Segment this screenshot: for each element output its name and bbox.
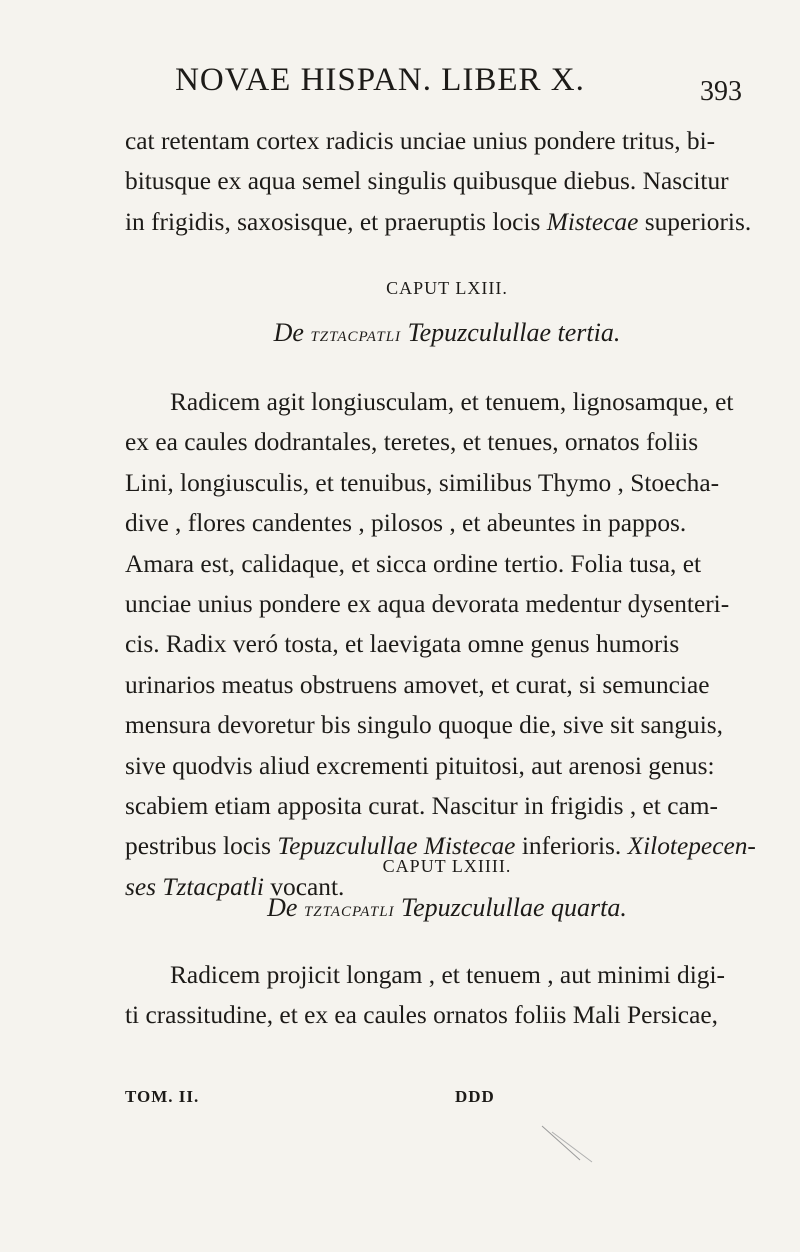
text-line: urinarios meatus obstruens amovet, et curat, si semunciae [125, 670, 710, 699]
page-footer [125, 1087, 625, 1117]
text-fragment: pestribus locis [125, 832, 278, 861]
paragraph-continued [125, 121, 769, 242]
paragraph-body [125, 955, 769, 1036]
running-title: NOVAE HISPAN. LIBER X. [175, 62, 585, 98]
text-fragment: superioris. [638, 207, 752, 236]
plant-name: tztacpatli [303, 897, 395, 921]
text-fragment: in frigidis, saxosisque, et praeruptis locis [125, 207, 547, 236]
running-head [0, 58, 800, 108]
text-line: cis. Radix veró tosta, et laevigata omne genus humoris [125, 630, 680, 659]
text-line: Lini, longiusculis, et tenuibus, similibus Thymo , Stoecha- [125, 468, 720, 497]
text-line: ti crassitudine, et ex ea caules ornatos foliis Mali Persicae, [125, 1001, 718, 1030]
heading-suffix: Tepuzculullae quarta. [394, 893, 627, 922]
text-line: Radicem agit longiusculam, et tenuem, lignosamque, et [170, 388, 734, 416]
text-line: ex ea caules dodrantales, teretes, et tenues, ornatos foliis [125, 428, 699, 457]
text-line: Amara est, calidaque, et sicca ordine tertio. Folia tusa, et [125, 549, 702, 578]
pencil-mark-icon [540, 1124, 600, 1164]
paragraph-body [125, 382, 769, 907]
heading-suffix: Tepuzculullae tertia. [401, 318, 621, 347]
people-name: Xilotepecen- [627, 832, 756, 861]
text-line: Radicem projicit longam , et tenuem , aut minimi digi- [170, 961, 725, 989]
signature-mark: DDD [455, 1087, 495, 1106]
chapter-heading [125, 893, 769, 923]
page-number: 393 [700, 76, 742, 107]
text-line: scabiem etiam apposita curat. Nascitur in frigidis , et cam- [125, 792, 718, 821]
people-name: ses Tztacpatli [125, 872, 264, 901]
text-line: bitusque ex aqua semel singulis quibusque diebus. Nascitur [125, 167, 729, 196]
chapter-heading [125, 318, 769, 348]
text-line: unciae unius pondere ex aqua devorata medentur dysenteri- [125, 590, 730, 619]
chapter-label: CAPUT LXIII. [386, 278, 508, 298]
heading-prefix: De [273, 318, 311, 347]
text-line: sive quodvis aliud excrementi pituitosi, aut arenosi genus: [125, 751, 715, 780]
text-line: mensura devoretur bis singulo quoque die, sive sit sanguis, [125, 711, 724, 740]
text-line: dive , flores candentes , pilosos , et abeuntes in pappos. [125, 509, 687, 538]
place-name: Tepuzculullae Mistecae [277, 832, 516, 861]
chapter-label: CAPUT LXIIII. [382, 856, 512, 876]
text-line [125, 202, 769, 242]
plant-name: tztacpatli [310, 322, 402, 346]
place-name: Mistecae [546, 207, 639, 236]
volume-label: TOM. II. [125, 1087, 200, 1106]
heading-prefix: De [267, 893, 304, 922]
text-line: cat retentam cortex radicis unciae unius pondere tritus, bi- [125, 127, 716, 155]
text-fragment: inferioris. [515, 832, 628, 861]
text-fragment: vocant. [263, 872, 345, 901]
